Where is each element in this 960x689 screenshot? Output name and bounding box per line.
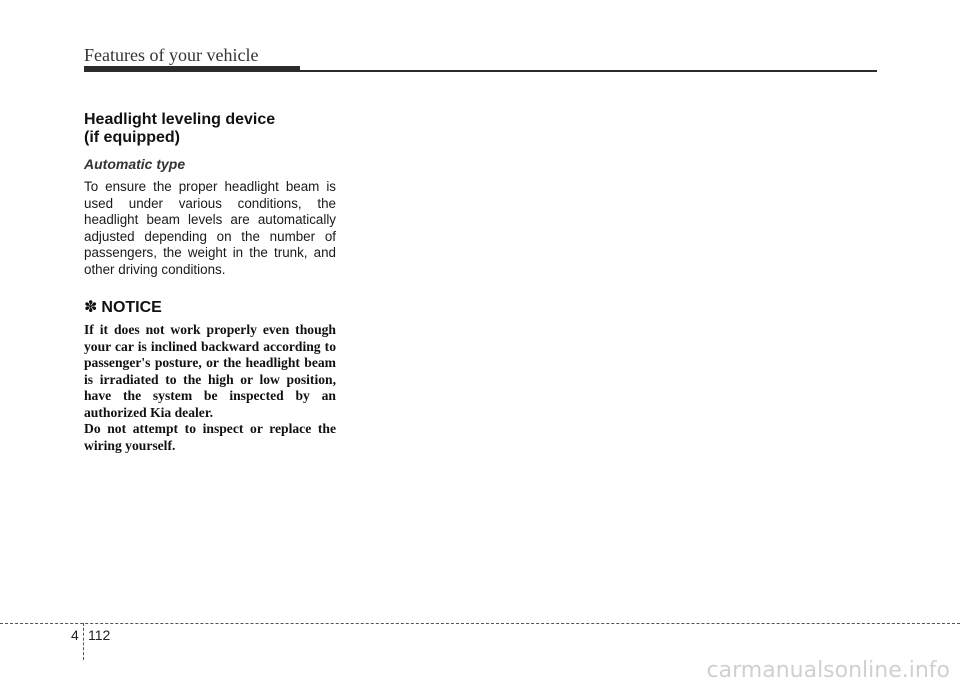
notice-paragraph-2: Do not attempt to inspect or replace the wiring yourself. [84, 421, 336, 453]
notice-label: NOTICE [101, 299, 162, 316]
header-rule-thick [84, 66, 300, 72]
header-rule-thin [300, 70, 877, 72]
notice-paragraph-1: If it does not work properly even though your car is inclined backward according to passenger's posture, or the headlight beam is irradiated to the high or low position, have the system be inspected by an authorized Kia dealer. [84, 322, 336, 420]
section-heading-line1: Headlight leveling device [84, 111, 276, 128]
notice-heading [84, 298, 336, 318]
footer-page-number: 112 [88, 627, 111, 643]
section-body: To ensure the proper headlight beam is used under various conditions, the headlight beam levels are automatically adjusted depending on the number of passengers, the weight in the trunk, and other driving conditions. [84, 179, 336, 277]
section-heading [84, 111, 336, 147]
section-subheading: Automatic type [84, 156, 186, 172]
footer-chapter-number: 4 [71, 627, 79, 643]
footer-dashed-rule [0, 623, 960, 624]
footer-dashed-divider [83, 623, 84, 660]
notice-asterisk-icon: ✽ [84, 299, 98, 316]
watermark-text: carmanualsonline.info [706, 658, 950, 683]
section-heading-line2: (if equipped) [84, 129, 180, 146]
page-header-title: Features of your vehicle [84, 45, 259, 65]
content-column [84, 111, 336, 454]
